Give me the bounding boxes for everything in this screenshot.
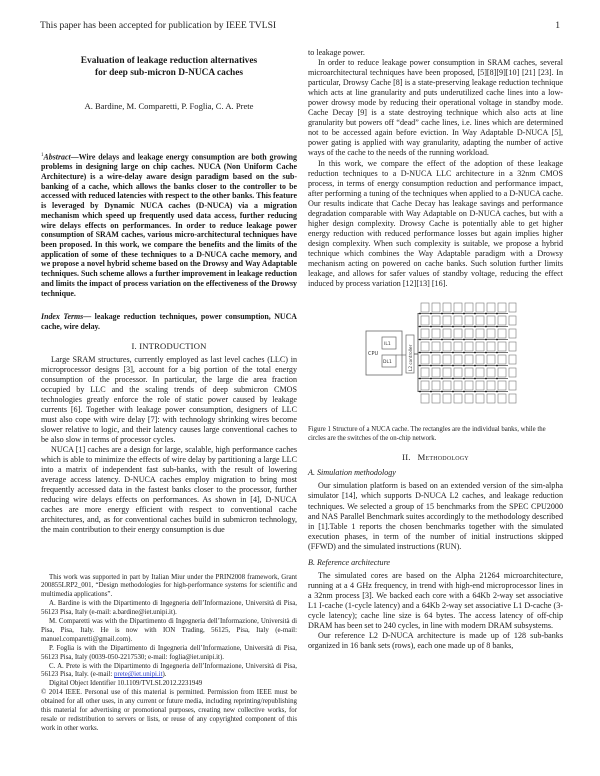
intro-paragraph-2-continued: to leakage power. <box>308 48 365 57</box>
running-title: This paper has been accepted for publication by IEEE TVLSI <box>40 20 277 31</box>
page-number: 1 <box>555 20 560 31</box>
abstract-lead: Abstract <box>43 152 71 162</box>
abstract <box>41 151 297 298</box>
prete-email-link[interactable]: prete@iet.unipi.it <box>114 671 163 679</box>
running-header <box>40 20 560 34</box>
footnote-block <box>41 574 297 734</box>
left-column <box>41 48 297 734</box>
paper-title <box>41 55 297 79</box>
title-line-1: Evaluation of leakage reduction alternatives <box>80 56 258 66</box>
simulation-paragraph: Our simulation platform is based on an extended version of the sim-alpha simulator [14], which supports D-NUCA L2 caches, and leakage reduction techniques. We selected a group of 15 benchmarks from the SPEC CPU2000 and NAS Parallel Benchmark suites accordingly to the methodology described in [1].Table 1 reports the chosen benchmarks together with the simulated execution phases, in term of the number of initial instructions skipped (FFWD) and the simulated instructions (RUN). <box>308 481 563 551</box>
subsection-reference-architecture: B. Reference architecture <box>308 557 391 567</box>
title-line-2: for deep sub-micron D-NUCA caches <box>94 68 244 78</box>
bank-grid <box>414 303 516 403</box>
nuca-diagram <box>360 297 520 417</box>
intro-paragraph-3: In order to reduce leakage power consumption in SRAM caches, several microarchitectural techniques have been proposed, [5][8][9][10] [21] [23]. In particular, Drowsy Cache [8] is a state-preserving leakage reduction technique which acts at line granularity and puts underutilized cache lines into a low-power drowsy mode by reducing their operational voltage in standby mode. Cache Decay [9] is a state destroying technique which also acts at line granularity but powers off “dead” cache lines, i.e. lines which are determined not to be accessed again before eviction. In Way Adaptable D-NUCA [5], power gating is applied with way granularity, adapting the number of active ways of the cache to the needs of the running workload. <box>308 58 563 158</box>
intro-paragraph-1: Large SRAM structures, currently employed as last level caches (LLC) in microprocessor designs [3], account for a big portion of the total energy consumption of the processor. In particular, the large die area fraction occupied by LLC and the scaling trends of deep submicron CMOS technologies greatly enforce the role of static power caused by leakage currents [6]. Together with leakage power consumption, designers of LLC must also cope with wire delay [7]: with technology shrinking wires become slower relative to logic, and their latency causes large conventional caches to be also slow in terms of processor cycles. <box>41 354 297 445</box>
figure-caption: Figure 1 Structure of a NUCA cache. The rectangles are the individual banks, while the circles are the switches of the on-chip network. <box>308 426 546 442</box>
footnote-copyright: © 2014 IEEE. Personal use of this material is permitted. Permission from IEEE must be obtained for all other uses, in any current or future media, including reprinting/republishing this material for advertising or promotional purposes, creating new collective works, for resale or redistribution to servers or lists, or reuse of any copyrighted component of this work in other works. <box>41 689 297 732</box>
footnote-marker: 1 <box>41 153 44 159</box>
footnote-foglia: P. Foglia is with the Dipartimento di Ingegneria dell’Informazione, Università di Pisa, 56123 Pisa, Italy (0039-050-2217530; e-mail: foglia@iet.unipi.it). <box>41 644 297 661</box>
footnote-funding: This work was supported in part by Italian Miur under the PRIN2008 framework, Grant 200855LRP2_001, “Design methodologies for high-performance systems for scientific and multimedia applications”. <box>41 573 297 599</box>
section-heading-introduction: I. INTRODUCTION <box>131 340 207 351</box>
dl1-label: DL1 <box>383 360 392 366</box>
author-list: A. Bardine, M. Comparetti, P. Foglia, C. A. Prete <box>84 101 254 111</box>
index-terms <box>41 312 297 331</box>
reference-paragraph-1: The simulated cores are based on the Alpha 21264 microarchitecture, running at a 4 GHz frequency, in trend with high-end microprocessor lines in a 32nm process [3]. We backed each core with a 64Kb 2-way set associative L1 I-cache (1-cycle latency) and a 64Kb 2-way set associative L1 D-cache (3-cycle latency); cache line size is 64 bytes. The access latency of off-chip DRAM has been set to 240 cycles, in line with modern DRAM subsystems. <box>308 570 563 631</box>
index-terms-text: — leakage reduction techniques, power consumption, NUCA cache, wire delay. <box>41 312 298 331</box>
intro-paragraph-4: In this work, we compare the effect of the adoption of these leakage reduction techniques to a D-NUCA LLC architecture in a 32nm CMOS process, in terms of energy consumption reduction and performance impact, after performing a tuning of the techniques when applied to a D-NUCA cache. Our results indicate that Cache Decay has leakage savings and performance degradation comparable with Way Adaptable on D-NUCA caches, but with a higher design complexity. Drowsy Cache is potentially able to get higher energy reduction with reduced performance losses but again implies higher design complexity. When such complexity is suitable, we propose a hybrid technique which combines the Way Adaptable paradigm with a Drowsy mechanism acting on powered on cache banks. Such solution further limits leakage, and allows for safer values of standby voltage, reducing the effect induced by process variation [12][13] [16]. <box>308 158 563 289</box>
figure-nuca-structure <box>308 297 563 422</box>
right-column <box>308 48 563 651</box>
footnote-prete: C. A. Prete is with the Dipartimento di Ingegneria dell’Informazione, Università di Pisa, 56123 Pisa, Italy. (e-mail: prete@iet.unipi.it). <box>41 662 297 679</box>
footnote-comparetti: M. Comparetti was with the Dipartimento di Ingegneria dell’Informazione, Università di Pisa, Pisa, Italy. He is now with ION Trading, 56125, Pisa, Italy (e-mail: manuel.comparetti@gmail.com). <box>41 618 297 643</box>
subsection-simulation-methodology: A. Simulation methodology <box>308 468 396 478</box>
index-terms-lead: Index Terms <box>41 312 84 322</box>
section-heading-methodology: II. Methodology <box>402 452 469 463</box>
abstract-text: —Wire delays and leakage energy consumption are both growing problems in designing large on chip caches. NUCA (Non Uniform Cache Architecture) is a wire-delay aware design paradigm based on the sub-banking of a cache, which allows the banks closer to the controller to be accessed with reduced latencies with respect to the other banks. This feature is leveraged by Dynamic NUCA caches (D-NUCA) via a migration mechanism which speed up frequently used data access, further reducing wire delays effects on performances. In order to reduce leakage power consumption of SRAM caches, various micro-architectural techniques have been proposed. In this work, we compare the benefits and the limits of the application of some of these techniques to a D-NUCA cache memory, and we propose a novel hybrid scheme based on the Drowsy and Way Adaptable techniques. Such scheme allows a further improvement in leakage reduction and limits the impact of process variation on the effectiveness of the Drowsy technique. <box>41 152 297 298</box>
l2-controller-label: L2 controller <box>408 344 413 372</box>
footnote-bardine: A. Bardine is with the Dipartimento di Ingegneria dell’Informazione, Università di Pisa, 56123 Pisa, Italy (e-mail: a.bardine@iet.unipi.it). <box>41 600 297 617</box>
il1-label: IL1 <box>384 342 391 348</box>
reference-paragraph-2: Our reference L2 D-NUCA architecture is made up of 128 sub-banks organized in 16 bank sets (rows), each one made up of 8 banks, <box>308 631 563 651</box>
cpu-label: CPU <box>368 351 379 358</box>
footnote-doi: Digital Object Identifier 10.1109/TVLSI.2012.2231949 <box>49 680 203 688</box>
intro-paragraph-2: NUCA [1] caches are a design for large, scalable, high performance caches which is able to minimize the effects of wire delay by partitioning a large LLC into a matrix of independent fast sub-banks, with the result of lowering average access latency. D-NUCA caches employ migration to bring most frequently accessed data in the fastest banks closer to the processor, further reducing wire delays effects on performances. As shown in [4], D-NUCA caches are more energy efficient with respect to conventional cache architectures, and, as for conventional caches build in submicron technology, the main contribution to their energy consumption is due <box>41 445 297 535</box>
